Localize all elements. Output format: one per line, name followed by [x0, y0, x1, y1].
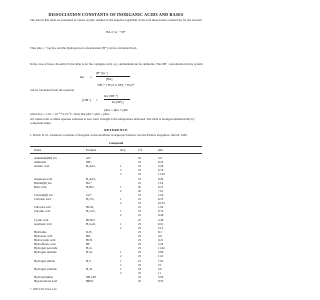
reaction-equation: BA ⇌ A⁻ + B⁺ [106, 30, 126, 34]
table-cell-name: Hydrazine [34, 229, 47, 234]
table-row [0, 218, 232, 222]
table-cell-pka: 0.74 [158, 209, 164, 214]
table-cell-formula: H₃AsO₄ [86, 164, 96, 169]
table-cell-t: 25 [138, 217, 141, 222]
table-row [0, 185, 232, 189]
table-cell-t: 25 [138, 180, 141, 185]
table-cell-name: Hydrogen sulfide [34, 258, 55, 263]
table-cell-name: Ammonia [34, 160, 46, 165]
table-cell-t: 20 [138, 184, 141, 189]
table-cell-t: 25 [138, 160, 141, 165]
table-cell-pka: 9.01 [158, 221, 164, 226]
ka-formula-equals: = [90, 75, 92, 79]
table-cell-pka: 10.33 [158, 201, 165, 206]
table-row [0, 160, 232, 164]
table-cell-pka: 9.21 [158, 238, 164, 242]
table-row [0, 254, 232, 258]
table-cell-name: Hypobromous acid [34, 279, 57, 283]
table-cell-pka: 4.6 [158, 233, 162, 238]
table-cell-t: 25 [138, 197, 141, 201]
table-cell-pka: 11.0 [158, 254, 164, 259]
oh-formula-numerator: Kw [NH₄⁺] [104, 94, 119, 98]
table-cell-step: 1 [120, 250, 122, 255]
table-row [0, 271, 232, 275]
table-cell-name: Hydrogen telluride [34, 266, 57, 271]
table-header-rule [30, 153, 202, 154]
table-cell-step: 2 [120, 168, 122, 173]
table-cell-t: 20 [138, 188, 141, 193]
table-cell-t: 25 [138, 201, 141, 206]
table-cell-t: 25 [138, 258, 141, 263]
table-cell-formula: H₂Se [86, 250, 93, 255]
table-cell-formula: NH₃ [86, 160, 92, 165]
table-row [0, 234, 232, 238]
table-row [0, 259, 232, 263]
table-cell-step: 3 [120, 172, 122, 177]
table-cell-pka: 9.29 [158, 176, 164, 181]
table-row [0, 189, 232, 193]
table-cell-t: 25 [138, 254, 141, 259]
table-cell-t: 25 [138, 229, 141, 234]
table-cell-step: 2 [120, 188, 122, 193]
table-cell-pka: 5.0 [158, 156, 162, 160]
table-cell-name: Boric acid [34, 184, 47, 189]
table-cell-formula: NH₂OH [86, 274, 96, 279]
ka-formula-denominator: [HA] [106, 77, 113, 81]
table-cell-step: 2 [120, 270, 122, 275]
table-cell-t: 25 [138, 274, 141, 279]
column-header-formula: Formula [86, 148, 97, 152]
table-cell-t: 25 [138, 246, 141, 251]
table-row [0, 209, 232, 213]
ka-formula-fraction-bar [96, 76, 130, 77]
table-cell-step: 2 [120, 201, 122, 206]
table-cell-pka: 8.1 [158, 229, 162, 234]
table-row [0, 201, 232, 205]
table-cell-formula: Al³⁺ [86, 156, 92, 160]
table-row [0, 263, 232, 267]
table-row [0, 177, 232, 181]
table-row [0, 279, 232, 283]
table-cell-formula: Ca²⁺ [86, 192, 92, 197]
table-cell-pka: 9.27 [158, 184, 164, 189]
table-cell-formula: HBrO [86, 279, 94, 283]
table-cell-name: Hydrofluoric acid [34, 242, 56, 247]
table-cell-pka: >14 [158, 188, 163, 193]
table-cell-step: 1 [120, 209, 122, 214]
table-cell-pka: 5.94 [158, 274, 164, 279]
table-cell-formula: HN₃ [86, 233, 92, 238]
table-cell-t: 25 [138, 205, 141, 210]
table-cell-step: 1 [120, 164, 122, 169]
table-row [0, 205, 232, 209]
table-cell-pka: 11 [158, 270, 161, 275]
ka-formula-numerator: [H⁺][A⁻] [96, 71, 108, 75]
table-cell-name: Cyanic acid [34, 217, 49, 222]
table-cell-formula: H₂Te [86, 266, 93, 271]
table-row [0, 242, 232, 246]
table-row [0, 222, 232, 226]
intro-paragraph: The data in this table are presented as values of pKa, defined as the negative logarithm of the acid dissociation constant Ka for the reaction [30, 18, 202, 22]
table-row [0, 193, 232, 197]
table-cell-t: 25 [138, 209, 141, 214]
table-row [0, 238, 232, 242]
table-row [0, 164, 232, 168]
table-cell-pka: 2.26 [158, 164, 164, 169]
table-row [0, 250, 232, 254]
paragraph-conditions: All values refer to dilute aqueous solutions at zero ionic strength at the temperature indicated. The table is arranged alphabetically by compound name. [30, 117, 195, 125]
table-cell-name: Hydroxylamine [34, 274, 53, 279]
table-cell-formula: H₂CO₃ [86, 197, 95, 201]
page-title: DISSOCIATION CONSTANTS OF INORGANIC ACIDS AND BASES [48, 12, 184, 17]
column-header-name: Name [34, 148, 42, 152]
table-cell-name: Calcium(II) ion [34, 192, 53, 197]
paragraph-kw-note: where Kw = 1.01 × 10⁻¹⁴ at 25 °C. Note that pKa + pKb = pKw. [30, 112, 110, 116]
table-cell-t: 25 [138, 225, 141, 230]
table-row [0, 181, 232, 185]
table-cell-t: 25 [138, 238, 141, 242]
table-cell-formula: H₂O₂ [86, 246, 93, 251]
table-row [0, 156, 232, 160]
table-cell-t: 25 [138, 213, 141, 218]
table-cell-name: Hydrogen selenide [34, 250, 57, 255]
reference-text: 1. Perrin, D. D., Ionisation Constants of Inorganic Acids and Bases in Aqueous Solution, Second Edition, Pergamon, Oxford, 1982. [30, 133, 188, 137]
oh-formula-fraction-bar [104, 99, 130, 100]
table-cell-pka: 8.55 [158, 279, 164, 283]
copyright-footer: © 2000 CRC Press LLC [30, 288, 58, 291]
table-cell-pka: 11.29 [158, 172, 165, 177]
table-cell-step: 1 [120, 197, 122, 201]
table-cell-name: Aluminum(III) ion [34, 156, 57, 160]
table-cell-name: Arsenic acid [34, 164, 50, 169]
oh-formula-denominator: Ka [NH₃] [112, 100, 124, 104]
table-cell-pka: 7.05 [158, 258, 164, 263]
table-cell-step: 2 [120, 213, 122, 218]
column-header-step: Step [120, 148, 126, 152]
table-cell-pka: 6.76 [158, 168, 164, 173]
oh-formula-equals: = [96, 98, 98, 102]
table-cell-pka: 1.94 [158, 205, 164, 210]
table-cell-name: Chlorous acid [34, 205, 51, 210]
table-cell-name: Germanic acid [34, 221, 52, 226]
table-cell-name: Hydrazoic acid [34, 233, 53, 238]
table-cell-pka: 19 [158, 262, 161, 267]
table-cell-formula: HCN [86, 238, 93, 242]
table-cell-t: 25 [138, 233, 141, 238]
table-cell-formula: N₂H₄ [86, 229, 93, 234]
table-caption: Compound [108, 141, 124, 145]
table-row [0, 213, 232, 217]
table-cell-pka: 3.89 [158, 250, 164, 255]
table-cell-formula: HClO₂ [86, 205, 95, 210]
table-cell-name: Chromic acid [34, 209, 51, 214]
table-cell-step: 1 [120, 221, 122, 226]
column-header-pka: pKa [158, 148, 163, 152]
table-cell-formula: HF [86, 242, 90, 247]
oh-formula [82, 94, 152, 106]
ka-formula [80, 71, 140, 83]
table-cell-step: 1 [120, 184, 122, 189]
table-cell-name: Hydrogen peroxide [34, 246, 58, 251]
table-cell-t: 25 [138, 192, 141, 197]
table-cell-t: 25 [138, 221, 141, 226]
paragraph-pka-definition: Thus pKa = −log Ka, and the hydrogen ion concentration [H⁺] can be calculated from [30, 46, 137, 50]
table-cell-pka: 12.6 [158, 192, 164, 197]
table-row [0, 230, 232, 234]
table-cell-step: 1 [120, 266, 122, 271]
table-cell-step: 1 [120, 258, 122, 263]
table-row [0, 197, 232, 201]
table-row [0, 168, 232, 172]
table-cell-pka: 11.62 [158, 246, 165, 251]
column-header-temperature: t/°C [138, 148, 143, 152]
table-cell-formula: Ba²⁺ [86, 180, 92, 185]
ka-formula-lhs: Ka [80, 75, 84, 79]
table-cell-t: 25 [138, 262, 141, 267]
table-cell-pka: 3.20 [158, 242, 164, 247]
table-cell-t: 25 [138, 250, 141, 255]
table-cell-step: 2 [120, 254, 122, 259]
table-cell-formula: H₂S [86, 258, 91, 263]
table-row [0, 267, 232, 271]
table-cell-t: 25 [138, 242, 141, 247]
table-cell-formula: H₂AsO₃ [86, 176, 96, 181]
table-cell-t: 25 [138, 156, 141, 160]
water-equilibrium-equation: NH₄⁺ + H₂O ⇌ NH₃ + H₃O⁺ [97, 83, 135, 87]
table-cell-step: 2 [120, 262, 122, 267]
table-cell-formula: H₂GeO₃ [86, 221, 96, 226]
reference-heading: REFERENCE [104, 128, 128, 132]
table-top-rule [30, 146, 202, 147]
table-cell-name: Barium(II) ion [34, 180, 52, 185]
table-cell-t: 25 [138, 176, 141, 181]
table-cell-name: Hydrocyanic acid [34, 238, 56, 242]
table-cell-pka: 2.6 [158, 266, 162, 271]
table-cell-name: Carbonic acid [34, 197, 51, 201]
table-cell-step: 2 [120, 225, 122, 230]
table-cell-formula: HCNO [86, 217, 95, 222]
table-cell-t: 25 [138, 172, 141, 177]
table-cell-t: 18 [138, 266, 141, 271]
table-cell-t: 25 [138, 164, 141, 169]
oh-formula-lhs: [OH⁻] [82, 98, 92, 102]
table-cell-pka: 6.35 [158, 197, 164, 201]
table-cell-formula: H₃BO₃ [86, 184, 95, 189]
kw-equation: pKw = pKa + pKb [104, 108, 128, 112]
table-cell-name: Arsenious acid [34, 176, 52, 181]
table-row [0, 172, 232, 176]
table-cell-pka: 13.4 [158, 180, 164, 185]
table-cell-pka: 12.3 [158, 225, 164, 230]
table-row [0, 226, 232, 230]
table-cell-pka: 3.46 [158, 217, 164, 222]
table-cell-formula: H₂CrO₄ [86, 209, 96, 214]
paragraph-calc: can be calculated from the equation [30, 88, 75, 92]
table-cell-pka: 9.25 [158, 160, 164, 165]
paragraph-bases: In the case of bases, the entry in the table is for the conjugate acid; e.g., ammonium ion for ammonia. The OH⁻ concentration in the system [30, 62, 203, 66]
table-row [0, 275, 232, 279]
table-cell-t: 25 [138, 270, 141, 275]
table-cell-pka: 6.49 [158, 213, 164, 218]
table-row [0, 246, 232, 250]
table-cell-t: 25 [138, 279, 141, 283]
table-cell-t: 25 [138, 168, 141, 173]
